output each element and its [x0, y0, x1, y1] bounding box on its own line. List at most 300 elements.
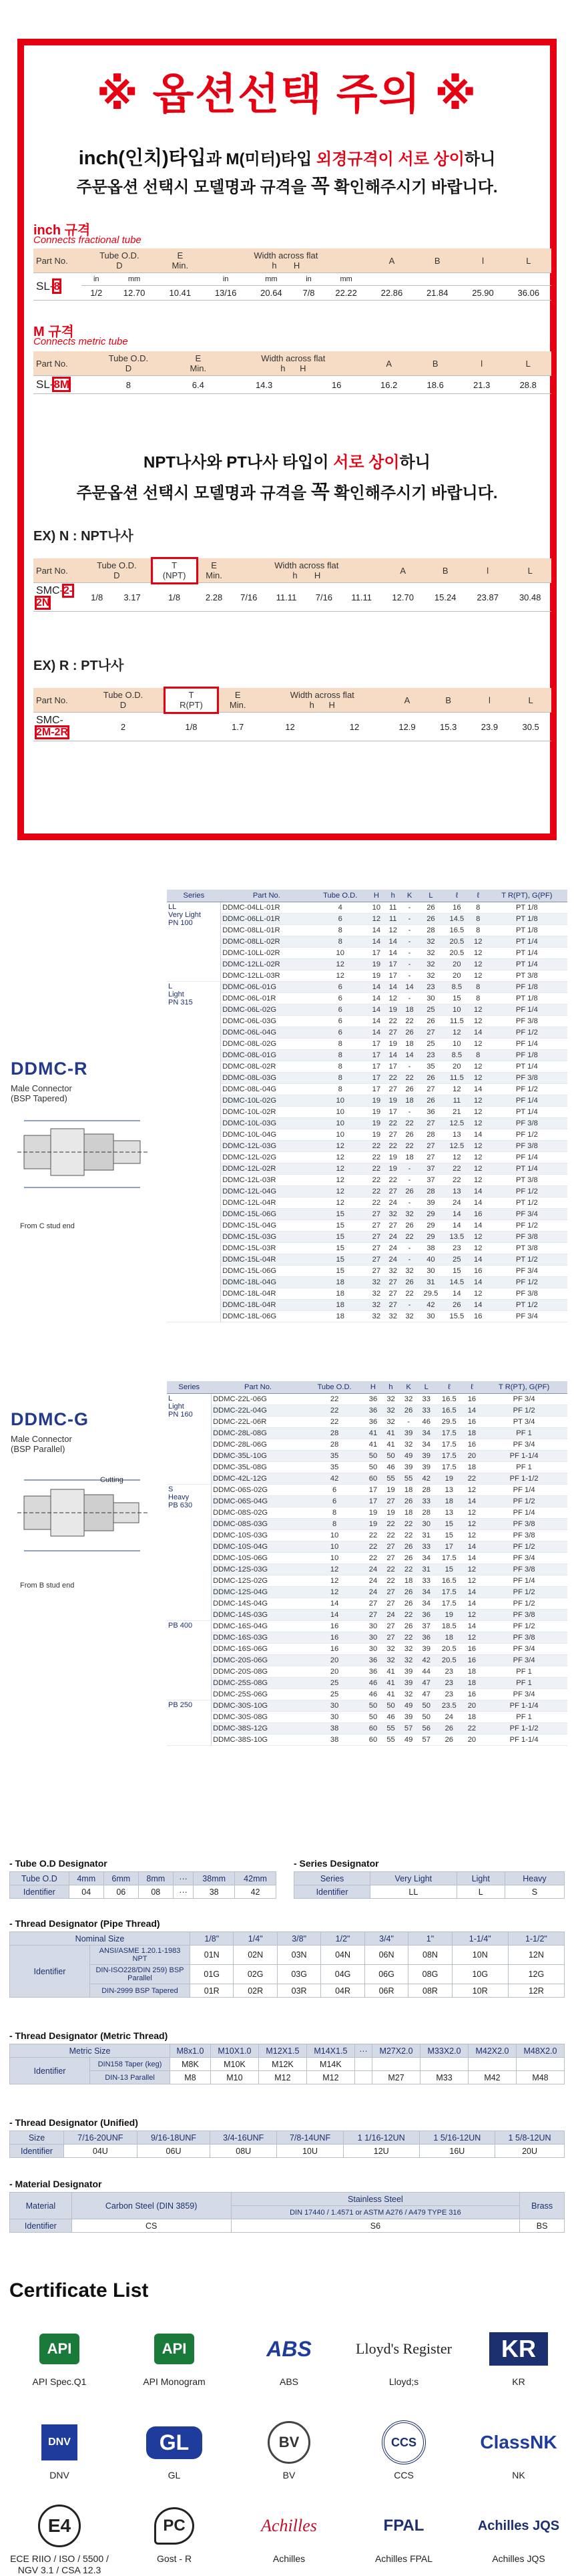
- table-cell: PF 1/2: [487, 1186, 567, 1198]
- table-cell: 28: [417, 1507, 435, 1519]
- table-cell: DDMC-12S-02G: [212, 1576, 305, 1587]
- column-header: H: [364, 1381, 382, 1394]
- table-cell: 30: [304, 1700, 364, 1712]
- table-cell: 25: [304, 1689, 364, 1700]
- table-cell: M42: [469, 2071, 517, 2084]
- table-cell: 19: [368, 1118, 384, 1129]
- table-cell: PT 1/8: [487, 902, 567, 914]
- table-cell: PT 3/8: [487, 1243, 567, 1254]
- table-cell: 8: [312, 1084, 368, 1095]
- table-cell: 49: [400, 1451, 418, 1462]
- table-cell: 41: [364, 1439, 382, 1451]
- ddmc-r-title: DDMC-R: [11, 1059, 88, 1079]
- table-cell: 14: [463, 1496, 481, 1507]
- table-cell: 41: [382, 1678, 400, 1689]
- certificate-logo-icon: [124, 2324, 224, 2374]
- table-cell: 39: [417, 1451, 435, 1462]
- ddmc-g-drawing: [11, 1469, 156, 1563]
- table-cell: 13: [435, 1485, 463, 1496]
- table-cell: 8: [312, 1039, 368, 1050]
- table-cell: 22: [368, 1152, 384, 1163]
- table-cell: 32: [382, 1417, 400, 1428]
- table-cell: 24: [364, 1587, 382, 1598]
- table-cell: DDMC-16S-03G: [212, 1632, 305, 1644]
- table-cell: 11: [444, 1095, 470, 1107]
- table-cell: [354, 2058, 372, 2071]
- table-cell: 22: [384, 1073, 401, 1084]
- table-cell: 20: [463, 1734, 481, 1746]
- table-cell: PF 3/4: [481, 1689, 567, 1700]
- table-cell: 12: [444, 1084, 470, 1095]
- table-cell: DDMC-08S-02G: [212, 1507, 305, 1519]
- table-cell: 28: [418, 925, 444, 936]
- m-spec-label: M 규격: [33, 325, 74, 339]
- table-cell: 30: [304, 1712, 364, 1723]
- table-cell: 17.5: [435, 1553, 463, 1564]
- table-cell: 57: [400, 1723, 418, 1734]
- table-cell: PF 1/8: [487, 1050, 567, 1061]
- table-cell: 37: [417, 1621, 435, 1632]
- table-cell: DDMC-38S-12G: [212, 1723, 305, 1734]
- table-cell: 27: [382, 1587, 400, 1598]
- table-cell: DDMC-06L-02G: [221, 1004, 312, 1016]
- table-row: [167, 914, 567, 925]
- table-cell: 17: [384, 970, 401, 982]
- table-row: [10, 1984, 565, 1998]
- ddmc-g-product-table: [167, 1381, 567, 1746]
- table-cell: 24: [384, 1243, 401, 1254]
- certificate-name: Achilles FPAL: [374, 2553, 433, 2564]
- inch-spec-label: inch 규격: [33, 223, 91, 238]
- table-cell: DDMC-16S-06G: [212, 1644, 305, 1655]
- table-cell: LL: [370, 1885, 457, 1899]
- table-cell: [372, 2058, 420, 2071]
- table-cell: PF 3/8: [487, 1073, 567, 1084]
- table-cell: 39: [400, 1678, 418, 1689]
- table-cell: M27X2.0: [372, 2044, 420, 2058]
- table-cell: 12: [470, 1175, 487, 1186]
- table-row: [167, 1712, 567, 1723]
- table-cell: 27: [382, 1541, 400, 1553]
- table-cell: 60: [364, 1734, 382, 1746]
- table-row: [167, 1084, 567, 1095]
- table-row: [167, 1587, 567, 1598]
- certificate-name: NK: [512, 2470, 525, 2480]
- table-cell: PT 1/2: [487, 1300, 567, 1311]
- table-cell: 46: [364, 1678, 382, 1689]
- table-cell: DDMC-06L-01R: [221, 993, 312, 1004]
- table-cell: 20: [444, 970, 470, 982]
- table-cell: 30: [418, 1266, 444, 1277]
- table-row: [167, 1232, 567, 1243]
- table-cell: PF 1: [481, 1712, 567, 1723]
- certificate-list-title: Certificate List: [9, 2279, 149, 2302]
- table-cell: 22: [401, 1118, 418, 1129]
- table-cell: 14: [444, 1220, 470, 1232]
- table-cell: 14: [463, 1541, 481, 1553]
- table-cell: Carbon Steel (DIN 3859): [71, 2193, 231, 2219]
- table-cell: 32: [368, 1300, 384, 1311]
- table-cell: 24: [435, 1712, 463, 1723]
- table-cell: PF 3/4: [487, 1209, 567, 1220]
- table-cell: 50: [417, 1700, 435, 1712]
- table-cell: DDMC-25S-08G: [212, 1678, 305, 1689]
- table-cell: 57: [417, 1734, 435, 1746]
- table-cell: 17: [368, 1061, 384, 1073]
- table-cell: 26: [401, 1027, 418, 1039]
- table-cell: 03R: [277, 1984, 320, 1998]
- table-cell: DDMC-04LL-01R: [221, 902, 312, 914]
- table-row: [167, 1610, 567, 1621]
- table-cell: 6: [312, 993, 368, 1004]
- table-cell: 3/8": [277, 1932, 320, 1946]
- table-cell: 39: [418, 1198, 444, 1209]
- table-cell: 50: [382, 1700, 400, 1712]
- table-cell: 18: [400, 1576, 418, 1587]
- column-header: K: [401, 890, 418, 902]
- table-cell: 17.5: [435, 1451, 463, 1462]
- column-header: Tube O.D.: [304, 1381, 364, 1394]
- table-cell: 36: [364, 1394, 382, 1405]
- table-cell: 27: [368, 1209, 384, 1220]
- table-cell: 18: [312, 1288, 368, 1300]
- column-header: ℓ: [470, 890, 487, 902]
- table-cell: 12: [304, 1564, 364, 1576]
- table-cell: 19: [368, 970, 384, 982]
- table-cell: 12: [312, 1175, 368, 1186]
- table-cell: BS: [520, 2219, 565, 2233]
- certificate-name: API Spec.Q1: [32, 2376, 87, 2387]
- table-row: [167, 1186, 567, 1198]
- certificate-item: [9, 2501, 109, 2576]
- table-cell: M8: [170, 2071, 211, 2084]
- table-cell: 12: [463, 1485, 481, 1496]
- table-cell: 27: [384, 1277, 401, 1288]
- table-cell: 04: [69, 1885, 103, 1899]
- table-row: [167, 1311, 567, 1322]
- inch-spec-table: Part No. Tube O.D. D E Min. Width across flat h H A B l L SL-8 in mm in mm in mm 1/2 12.70 10.41 13/16 20.64 7/8 22.22 22.86 21.84 25.90 36.06: [33, 248, 551, 301]
- table-cell: Tube O.D: [10, 1872, 69, 1885]
- table-cell: PF 1-1/4: [481, 1451, 567, 1462]
- table-cell: 14: [384, 1050, 401, 1061]
- table-cell: 3/4-16UNF: [210, 2131, 277, 2145]
- table-cell: 6: [304, 1496, 364, 1507]
- table-cell: 22: [368, 1175, 384, 1186]
- table-cell: 12.5: [444, 1118, 470, 1129]
- table-cell: 17: [368, 1050, 384, 1061]
- table-cell: DIN-13 Parallel: [90, 2071, 170, 2084]
- certificate-logo-text: ABS: [266, 2336, 312, 2361]
- table-cell: 10: [304, 1530, 364, 1541]
- table-cell: DDMC-06L-01G: [221, 982, 312, 993]
- table-cell: 14: [463, 1553, 481, 1564]
- table-cell: PF 1/4: [481, 1507, 567, 1519]
- table-cell: 14: [463, 1405, 481, 1417]
- table-cell: 26: [444, 1300, 470, 1311]
- certificate-item: [239, 2324, 339, 2388]
- table-cell: 12: [463, 1530, 481, 1541]
- table-cell: DDMC-10L-02R: [221, 1107, 312, 1118]
- table-cell: DDMC-18L-04R: [221, 1300, 312, 1311]
- table-cell: PT 1/8: [487, 925, 567, 936]
- table-cell: PF 1: [481, 1462, 567, 1473]
- table-cell: 27: [382, 1553, 400, 1564]
- notice-line-4: 주문옵션 선택시 모델명과 규격을 꼭 확인해주시기 바랍니다.: [76, 482, 498, 503]
- pt-example-label: EX) R : PT나사: [33, 659, 124, 673]
- table-cell: 10: [312, 1107, 368, 1118]
- table-cell: -: [401, 1107, 418, 1118]
- table-cell: 1/4": [234, 1932, 277, 1946]
- table-cell: 32: [382, 1405, 400, 1417]
- table-cell: 4: [312, 902, 368, 914]
- table-cell: 26: [401, 1277, 418, 1288]
- table-cell: 10: [304, 1541, 364, 1553]
- table-cell: 39: [400, 1666, 418, 1678]
- table-cell: 22: [384, 1141, 401, 1152]
- table-row: [167, 1723, 567, 1734]
- table-cell: DDMC-18L-04G: [221, 1277, 312, 1288]
- table-cell: -: [401, 936, 418, 948]
- column-header: T R(PT), G(PF): [481, 1381, 567, 1394]
- table-cell: 16: [304, 1621, 364, 1632]
- table-row: [167, 1061, 567, 1073]
- table-cell: 18: [435, 1496, 463, 1507]
- table-cell: PT 1/4: [487, 1061, 567, 1073]
- table-cell: 08R: [408, 1984, 452, 1998]
- table-cell: 49: [400, 1700, 418, 1712]
- certificate-item: [239, 2418, 339, 2481]
- table-cell: -: [401, 970, 418, 982]
- table-cell: -: [401, 914, 418, 925]
- table-cell: 15: [444, 993, 470, 1004]
- table-cell: 46: [364, 1689, 382, 1700]
- table-cell: 20: [444, 1061, 470, 1073]
- certificate-logo-text: API: [154, 2334, 195, 2364]
- table-cell: DDMC-28L-06G: [212, 1439, 305, 1451]
- table-cell: 50: [364, 1451, 382, 1462]
- table-cell: 27: [384, 1220, 401, 1232]
- table-cell: 21: [444, 1107, 470, 1118]
- table-cell: Series: [294, 1872, 370, 1885]
- table-cell: 27: [418, 1084, 444, 1095]
- table-cell: 12: [470, 1163, 487, 1175]
- table-cell: [516, 2058, 564, 2071]
- certificate-item: [9, 2324, 109, 2388]
- table-cell: 26: [401, 1084, 418, 1095]
- column-header: L: [418, 890, 444, 902]
- table-cell: 14: [463, 1587, 481, 1598]
- table-cell: 29: [418, 1209, 444, 1220]
- table-cell: 17.5: [435, 1462, 463, 1473]
- material-designator-title: - Material Designator: [9, 2179, 102, 2189]
- table-cell: 12: [470, 1118, 487, 1129]
- table-cell: ···: [354, 2044, 372, 2058]
- table-cell: 14: [384, 982, 401, 993]
- column-header: Part No.: [212, 1381, 305, 1394]
- table-cell: PT 1/4: [487, 936, 567, 948]
- table-cell: 15: [312, 1266, 368, 1277]
- table-cell: 18.5: [435, 1621, 463, 1632]
- table-cell: 36: [418, 1107, 444, 1118]
- table-cell: 11.5: [444, 1073, 470, 1084]
- table-cell: DDMC-12L-04G: [221, 1186, 312, 1198]
- notice-line-2: 주문옵션 선택시 모델명과 규격을 꼭 확인해주시기 바랍니다.: [76, 176, 498, 197]
- table-cell: PF 1/4: [487, 1004, 567, 1016]
- table-cell: PF 3/8: [481, 1632, 567, 1644]
- table-row: [167, 1016, 567, 1027]
- table-cell: 10: [444, 1004, 470, 1016]
- table-cell: 50: [382, 1451, 400, 1462]
- table-cell: 16: [463, 1644, 481, 1655]
- table-cell: 26: [400, 1621, 418, 1632]
- table-cell: 12: [463, 1564, 481, 1576]
- table-cell: 12: [470, 1288, 487, 1300]
- certificate-logo-text: Achilles JQS: [477, 2518, 560, 2533]
- table-cell: 22: [401, 1232, 418, 1243]
- table-cell: 32: [400, 1655, 418, 1666]
- certificate-logo-icon: [124, 2418, 224, 2467]
- table-cell: DDMC-22L-06R: [212, 1417, 305, 1428]
- table-cell: 28: [418, 1186, 444, 1198]
- table-cell: PT 3/8: [487, 970, 567, 982]
- table-cell: 22: [364, 1530, 382, 1541]
- table-cell: 18: [401, 1039, 418, 1050]
- table-cell: 11: [384, 902, 401, 914]
- table-cell: 14: [470, 1198, 487, 1209]
- table-cell: 32: [401, 1266, 418, 1277]
- certificate-item: [124, 2324, 224, 2388]
- table-cell: 22: [364, 1541, 382, 1553]
- table-cell: DDMC-12L-03R: [221, 1175, 312, 1186]
- certificate-name: ABS: [279, 2376, 298, 2387]
- table-cell: 19: [384, 1004, 401, 1016]
- table-cell: M12K: [258, 2058, 306, 2071]
- table-cell: DDMC-42L-12G: [212, 1473, 305, 1485]
- table-cell: 22: [384, 1118, 401, 1129]
- table-cell: 11.5: [444, 1016, 470, 1027]
- table-cell: 34: [417, 1428, 435, 1439]
- certificate-logo-icon: [354, 2418, 454, 2467]
- table-cell: 12: [470, 1073, 487, 1084]
- table-cell: 8: [312, 1050, 368, 1061]
- ddmc-g-title: DDMC-G: [11, 1409, 89, 1429]
- table-cell: 36: [417, 1632, 435, 1644]
- table-cell: 22: [304, 1417, 364, 1428]
- series-cell: PB 250: [167, 1700, 212, 1746]
- table-cell: 26: [435, 1723, 463, 1734]
- table-cell: 8mm: [138, 1872, 173, 1885]
- unified-designator-title: - Thread Designator (Unified): [9, 2117, 138, 2128]
- table-cell: 17: [364, 1496, 382, 1507]
- table-cell: DIN 17440 / 1.4571 or ASTM A276 / A479 TYPE 316: [231, 2206, 520, 2219]
- table-cell: PF 3/8: [481, 1530, 567, 1541]
- m-spec-table: Part No. Tube O.D. D E Min. Width across flat h H A B l L SL-8M 8 6.4 14.3 16 16.2 18.6 21.3 28.8: [33, 351, 551, 394]
- table-cell: DDMC-12S-04G: [212, 1587, 305, 1598]
- table-cell: 33: [417, 1405, 435, 1417]
- table-cell: 36: [364, 1417, 382, 1428]
- table-cell: 38: [304, 1723, 364, 1734]
- table-cell: 04G: [321, 1965, 364, 1984]
- table-cell: 22: [401, 1016, 418, 1027]
- table-cell: 55: [382, 1473, 400, 1485]
- table-cell: ···: [173, 1872, 193, 1885]
- certificate-name: DNV: [49, 2470, 69, 2480]
- table-cell: 17.5: [435, 1587, 463, 1598]
- table-cell: 25: [418, 1039, 444, 1050]
- certificate-logo-icon: [124, 2501, 224, 2551]
- table-cell: DDMC-06L-03G: [221, 1016, 312, 1027]
- table-cell: 17: [435, 1541, 463, 1553]
- table-cell: 12: [470, 1152, 487, 1163]
- table-cell: 12U: [343, 2145, 419, 2158]
- table-row: [167, 959, 567, 970]
- table-cell: 12: [470, 1232, 487, 1243]
- table-cell: 17.5: [435, 1428, 463, 1439]
- table-cell: 32: [400, 1394, 418, 1405]
- certificate-item: [354, 2324, 454, 2388]
- column-header: K: [400, 1381, 418, 1394]
- table-cell: 32: [418, 936, 444, 948]
- table-cell: M12: [258, 2071, 306, 2084]
- table-row: [10, 2145, 565, 2158]
- table-cell: 32: [384, 1209, 401, 1220]
- table-cell: Material: [10, 2193, 72, 2219]
- certificate-name: CCS: [394, 2470, 414, 2480]
- table-row: [167, 1220, 567, 1232]
- table-cell: 12: [470, 1016, 487, 1027]
- table-cell: 14: [470, 1084, 487, 1095]
- table-row: [167, 1689, 567, 1700]
- table-cell: 46: [382, 1462, 400, 1473]
- table-cell: 31: [418, 1277, 444, 1288]
- table-cell: 14: [470, 1129, 487, 1141]
- table-cell: 32: [400, 1439, 418, 1451]
- table-row: [167, 1666, 567, 1678]
- table-cell: M10K: [210, 2058, 258, 2071]
- table-cell: -: [401, 1198, 418, 1209]
- table-cell: 56: [417, 1723, 435, 1734]
- table-cell: 41: [382, 1428, 400, 1439]
- table-cell: DDMC-20S-06G: [212, 1655, 305, 1666]
- table-cell: 15: [435, 1530, 463, 1541]
- table-cell: 16: [470, 1209, 487, 1220]
- notice-line-1: inch(인치)타입과 M(미터)타입 외경규격이 서로 상이하니: [78, 148, 496, 169]
- table-cell: DDMC-30S-10G: [212, 1700, 305, 1712]
- table-cell: DDMC-06LL-01R: [221, 914, 312, 925]
- table-cell: DDMC-12L-04R: [221, 1198, 312, 1209]
- table-cell: 42mm: [235, 1872, 276, 1885]
- certificate-item: [469, 2324, 569, 2388]
- certificate-logo-icon: [354, 2324, 454, 2374]
- table-cell: 12.5: [444, 1141, 470, 1152]
- table-row: [167, 1288, 567, 1300]
- certificate-logo-text: ClassNK: [480, 2432, 557, 2452]
- table-cell: 37: [418, 1163, 444, 1175]
- npt-spec-table: Part No. Tube O.D. D T (NPT) E Min. Width across flat h H A B l L SMC-2-2N 1/8 3.17 1/8 2.28 7/16 11.11 7/16 11.11 12.70 15.24 23.87 30.48: [33, 558, 551, 612]
- certificate-name: Achilles JQS: [492, 2553, 545, 2564]
- certificate-name: Achilles: [272, 2553, 306, 2564]
- table-cell: 22: [401, 1141, 418, 1152]
- table-cell: PF 3/4: [481, 1655, 567, 1666]
- table-cell: 50: [364, 1712, 382, 1723]
- table-cell: 14: [368, 1016, 384, 1027]
- table-cell: PF 1/4: [487, 1039, 567, 1050]
- table-cell: PF 3/4: [481, 1644, 567, 1655]
- table-cell: [469, 2058, 517, 2071]
- table-cell: 50: [364, 1700, 382, 1712]
- table-cell: 01N: [190, 1946, 234, 1965]
- table-cell: Nominal Size: [10, 1932, 190, 1946]
